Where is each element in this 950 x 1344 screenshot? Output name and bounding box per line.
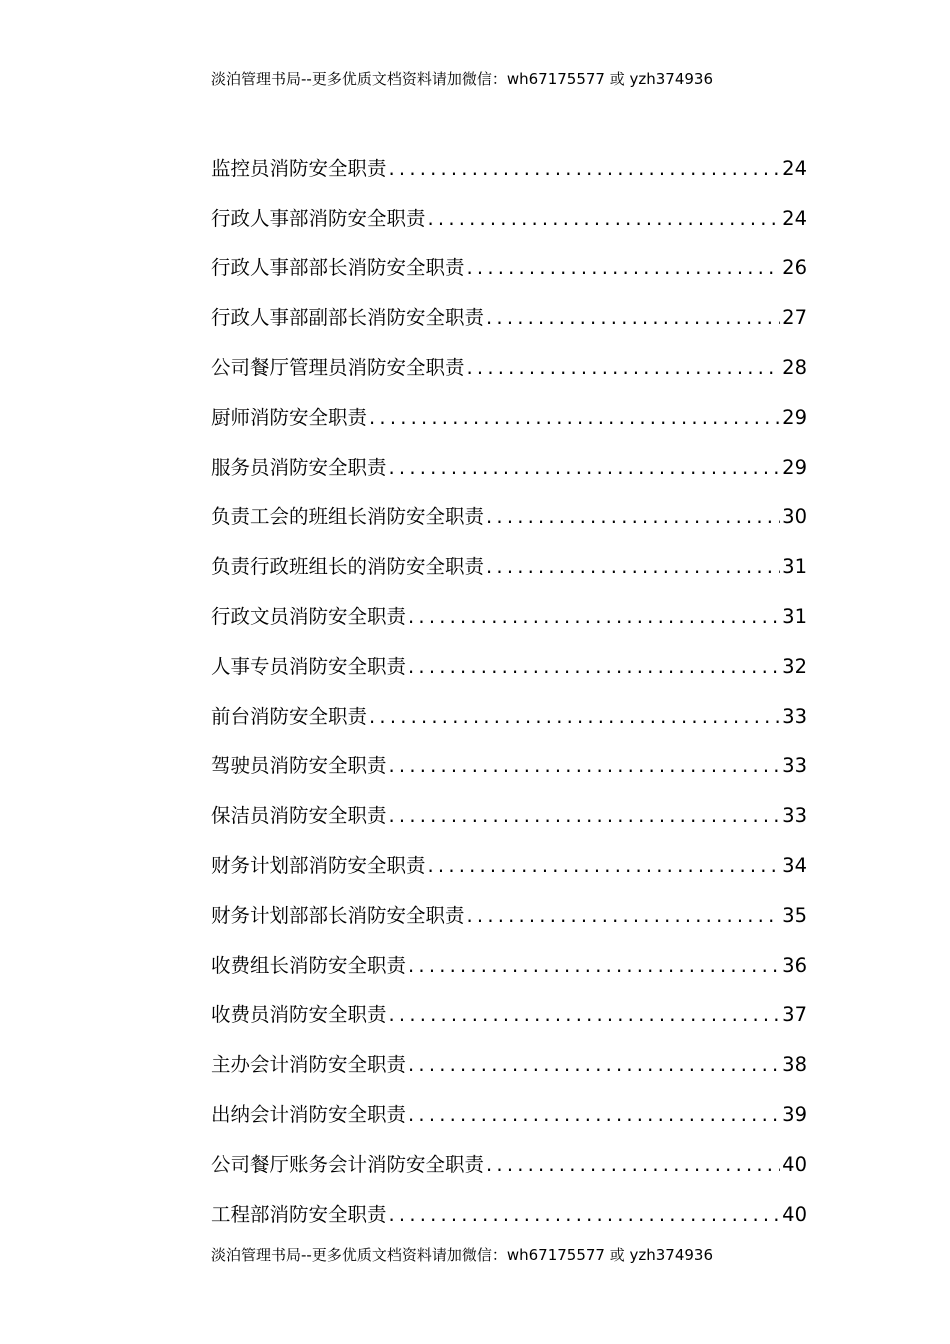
toc-entry[interactable] (211, 782, 807, 832)
toc-entry[interactable] (211, 882, 807, 932)
toc-entry[interactable] (211, 135, 807, 185)
toc-entry-title: 财务计划部消防安全职责 (211, 853, 426, 877)
toc-entry[interactable] (211, 185, 807, 235)
toc-entry[interactable] (211, 434, 807, 484)
toc-entry[interactable] (211, 683, 807, 733)
dot-leader (428, 850, 781, 882)
toc-entry-title: 服务员消防安全职责 (211, 455, 387, 479)
toc-entry-page: 40 (782, 1202, 807, 1226)
toc-entry[interactable] (211, 633, 807, 683)
toc-entry-title: 收费组长消防安全职责 (211, 953, 407, 977)
toc-entry-page: 24 (782, 206, 807, 230)
toc-entry-title: 收费员消防安全职责 (211, 1003, 387, 1027)
toc-entry[interactable] (211, 334, 807, 384)
toc-entry-page: 30 (782, 505, 807, 529)
toc-entry-title: 负责行政班组长的消防安全职责 (211, 555, 485, 579)
toc-entry-page: 33 (782, 754, 807, 778)
dot-leader (428, 203, 781, 235)
toc-entry-title: 前台消防安全职责 (211, 704, 368, 728)
toc-entry[interactable] (211, 583, 807, 633)
page-header: 淡泊管理书局--更多优质文档资料请加微信：wh67175577 或 yzh374936 (211, 70, 714, 88)
toc-entry-page: 38 (782, 1053, 807, 1077)
dot-leader (389, 750, 781, 782)
toc-entry[interactable] (211, 733, 807, 783)
dot-leader (486, 1149, 780, 1181)
toc-entry-page: 31 (782, 555, 807, 579)
table-of-contents (211, 135, 807, 1231)
toc-entry-page: 27 (782, 306, 807, 330)
toc-entry-page: 40 (782, 1152, 807, 1176)
toc-entry-title: 工程部消防安全职责 (211, 1202, 387, 1226)
toc-entry[interactable] (211, 533, 807, 583)
dot-leader (467, 352, 781, 384)
toc-entry-page: 24 (782, 156, 807, 180)
toc-entry-title: 出纳会计消防安全职责 (211, 1102, 407, 1126)
toc-entry-title: 公司餐厅管理员消防安全职责 (211, 355, 465, 379)
toc-entry[interactable] (211, 932, 807, 982)
dot-leader (408, 1099, 780, 1131)
toc-entry-title: 厨师消防安全职责 (211, 405, 368, 429)
toc-entry[interactable] (211, 384, 807, 434)
dot-leader (408, 651, 780, 683)
toc-entry-page: 29 (782, 455, 807, 479)
toc-entry-page: 36 (782, 953, 807, 977)
dot-leader (408, 601, 780, 633)
toc-entry-title: 保洁员消防安全职责 (211, 804, 387, 828)
toc-entry-title: 行政文员消防安全职责 (211, 604, 407, 628)
toc-entry[interactable] (211, 832, 807, 882)
dot-leader (389, 153, 781, 185)
toc-entry[interactable] (211, 1181, 807, 1231)
toc-entry[interactable] (211, 235, 807, 285)
toc-entry-title: 监控员消防安全职责 (211, 156, 387, 180)
toc-entry-page: 35 (782, 903, 807, 927)
toc-entry-title: 公司餐厅账务会计消防安全职责 (211, 1152, 485, 1176)
page-footer: 淡泊管理书局--更多优质文档资料请加微信：wh67175577 或 yzh374936 (211, 1246, 714, 1264)
toc-entry-title: 驾驶员消防安全职责 (211, 754, 387, 778)
toc-entry[interactable] (211, 982, 807, 1032)
dot-leader (369, 701, 780, 733)
toc-entry-page: 33 (782, 704, 807, 728)
toc-entry[interactable] (211, 284, 807, 334)
toc-entry-page: 29 (782, 405, 807, 429)
dot-leader (389, 800, 781, 832)
toc-entry-page: 39 (782, 1102, 807, 1126)
dot-leader (408, 950, 780, 982)
toc-entry-title: 行政人事部消防安全职责 (211, 206, 426, 230)
dot-leader (389, 1199, 781, 1231)
toc-entry-title: 财务计划部部长消防安全职责 (211, 903, 465, 927)
dot-leader (467, 252, 781, 284)
dot-leader (467, 900, 781, 932)
toc-entry-page: 31 (782, 604, 807, 628)
toc-entry[interactable] (211, 1031, 807, 1081)
dot-leader (486, 302, 780, 334)
toc-entry-title: 行政人事部副部长消防安全职责 (211, 306, 485, 330)
dot-leader (369, 402, 780, 434)
dot-leader (408, 1049, 780, 1081)
toc-entry-title: 行政人事部部长消防安全职责 (211, 256, 465, 280)
dot-leader (486, 551, 780, 583)
dot-leader (389, 452, 781, 484)
toc-entry-page: 33 (782, 804, 807, 828)
toc-entry-title: 负责工会的班组长消防安全职责 (211, 505, 485, 529)
toc-entry-title: 主办会计消防安全职责 (211, 1053, 407, 1077)
toc-entry-page: 32 (782, 654, 807, 678)
toc-entry-page: 34 (782, 853, 807, 877)
dot-leader (389, 999, 781, 1031)
toc-entry[interactable] (211, 484, 807, 534)
toc-entry[interactable] (211, 1081, 807, 1131)
toc-entry-page: 28 (782, 355, 807, 379)
toc-entry[interactable] (211, 1131, 807, 1181)
toc-entry-page: 26 (782, 256, 807, 280)
toc-entry-page: 37 (782, 1003, 807, 1027)
toc-entry-title: 人事专员消防安全职责 (211, 654, 407, 678)
dot-leader (486, 501, 780, 533)
